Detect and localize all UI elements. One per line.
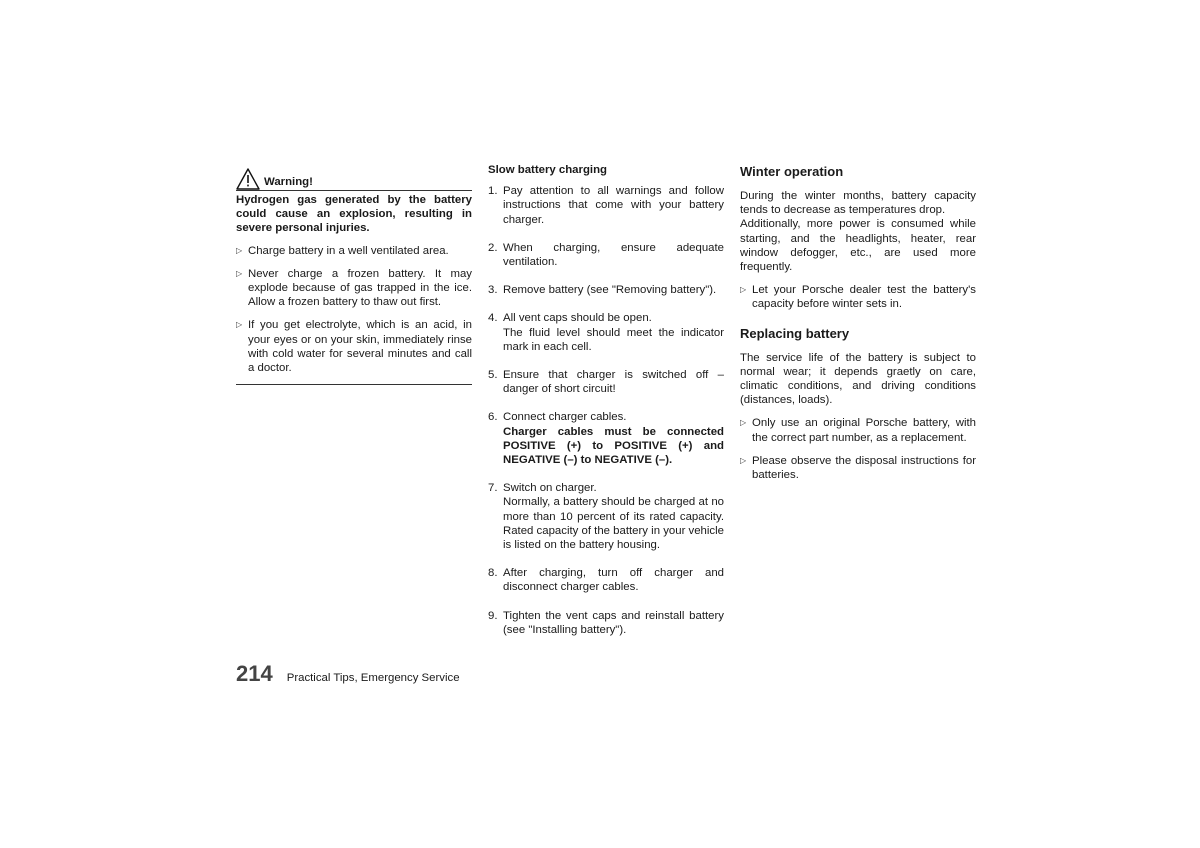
- list-item: ▷ Only use an original Porsche battery, with the correct part number, as a replacement.: [740, 417, 976, 444]
- list-item: ▷ Let your Porsche dealer test the battery's capacity before winter sets in.: [740, 284, 976, 311]
- list-item: 2. When charging, ensure adequate ventilation.: [488, 241, 724, 269]
- charging-steps: [488, 184, 724, 637]
- list-item: 3. Remove battery (see "Removing battery").: [488, 284, 717, 297]
- bullet-triangle-icon: ▷: [236, 268, 243, 278]
- warning-bullet-list: [236, 244, 472, 376]
- list-item: ▷ Charge battery in a well ventilated area.: [236, 244, 449, 257]
- list-item: 6. Connect charger cables. Charger cables must be connected POSITIVE (+) to POSITIVE (+) and NEGATIVE (–) to NEGATIVE (–).: [488, 411, 724, 467]
- warning-column: [236, 160, 472, 385]
- list-item: 5. Ensure that charger is switched off – danger of short circuit!: [488, 369, 724, 396]
- winter-paragraph-2: Additionally, more power is consumed while starting, and the headlights, heater, rear window defogger, etc., are used more frequently.: [740, 218, 976, 274]
- winter-bullet-list: [740, 283, 976, 311]
- winter-paragraph: During the winter months, battery capacity tends to decrease as temperatures drop.: [740, 190, 976, 217]
- list-item: 1. Pay attention to all warnings and follow instructions that come with your battery charger.: [488, 185, 724, 226]
- bullet-triangle-icon: ▷: [236, 245, 243, 255]
- list-item: ▷ If you get electrolyte, which is an acid, in your eyes or on your skin, immediately rinse with cold water for several minutes and call a doctor.: [236, 319, 472, 375]
- page-number: 214: [236, 661, 273, 686]
- bullet-triangle-icon: ▷: [740, 418, 747, 428]
- warning-text: Hydrogen gas generated by the battery could cause an explosion, resulting in severe personal injuries.: [236, 194, 472, 235]
- warning-header: [236, 160, 472, 190]
- page-footer: [236, 660, 460, 688]
- warning-triangle-icon: [236, 168, 260, 190]
- bullet-triangle-icon: ▷: [236, 320, 243, 330]
- replacing-paragraph: The service life of the battery is subject to normal wear; it depends graetly on care, climatic conditions, and driving conditions (distances, loads).: [740, 351, 976, 407]
- section-heading: Slow battery charging: [488, 164, 607, 176]
- list-item: ▷ Never charge a frozen battery. It may explode because of gas trapped in the ice. Allow a frozen battery to thaw out first.: [236, 267, 472, 309]
- replacing-bullet-list: [740, 416, 976, 482]
- bullet-triangle-icon: ▷: [740, 285, 747, 295]
- list-item: ▷ Please observe the disposal instructions for batteries.: [740, 454, 976, 482]
- winter-column: [740, 160, 976, 491]
- warning-top-rule: [236, 190, 472, 191]
- replacing-heading: Replacing battery: [740, 325, 850, 341]
- list-item: 8. After charging, turn off charger and disconnect charger cables.: [488, 567, 724, 594]
- charging-column: [488, 160, 724, 651]
- section-title: Practical Tips, Emergency Service: [286, 672, 460, 684]
- warning-title: Warning!: [264, 176, 313, 188]
- warning-bottom-rule: [236, 384, 472, 385]
- list-item: 7. Switch on charger. Normally, a battery should be charged at no more than 10 percent of its rated capacity. Rated capacity of the battery in your vehicle is listed on the battery housing.: [488, 482, 724, 552]
- list-item: 4. All vent caps should be open. The fluid level should meet the indicator mark in each cell.: [488, 312, 724, 353]
- list-item: 9. Tighten the vent caps and reinstall battery (see "Installing battery").: [488, 609, 724, 636]
- bullet-triangle-icon: ▷: [740, 455, 747, 465]
- winter-heading: Winter operation: [740, 164, 844, 179]
